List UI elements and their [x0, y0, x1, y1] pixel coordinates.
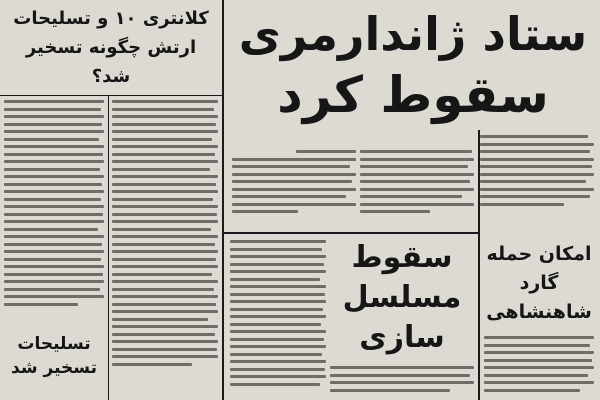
middle-headline-line-1: سقوط: [351, 240, 453, 275]
main-body-text: [360, 150, 474, 218]
column-rule: [222, 0, 224, 400]
main-headline: [230, 4, 596, 132]
main-headline-line-1: ستاد ژاندارمری: [238, 7, 588, 61]
middle-headline-line-2: مسلسل: [342, 280, 462, 315]
right-headline: امکان حمله گارد شاهنشاهی: [486, 243, 592, 323]
middle-headline-line-3: سازی: [359, 320, 445, 355]
right-body-text: [484, 336, 594, 396]
left-body-text: [4, 100, 104, 310]
middle-headline: [330, 238, 474, 362]
main-body-text: [480, 135, 594, 210]
main-body-text: [232, 150, 356, 218]
left-bottom-headline-line-2: تسخیر شد: [11, 358, 97, 378]
left-bottom-headline: [4, 332, 104, 396]
column-rule: [224, 232, 478, 234]
main-headline-line-2: سقوط کرد: [277, 66, 549, 124]
column-rule: [0, 95, 222, 96]
left-headline: کلانتری ۱۰ و تسلیحات ارتش چگونه تسخیر شد؟: [13, 8, 209, 87]
middle-body-text: [330, 366, 474, 396]
left-body-text: [112, 100, 218, 370]
middle-body-text: [230, 240, 326, 390]
left-bottom-headline-line-1: تسلیحات: [17, 334, 91, 354]
column-rule: [108, 95, 109, 400]
